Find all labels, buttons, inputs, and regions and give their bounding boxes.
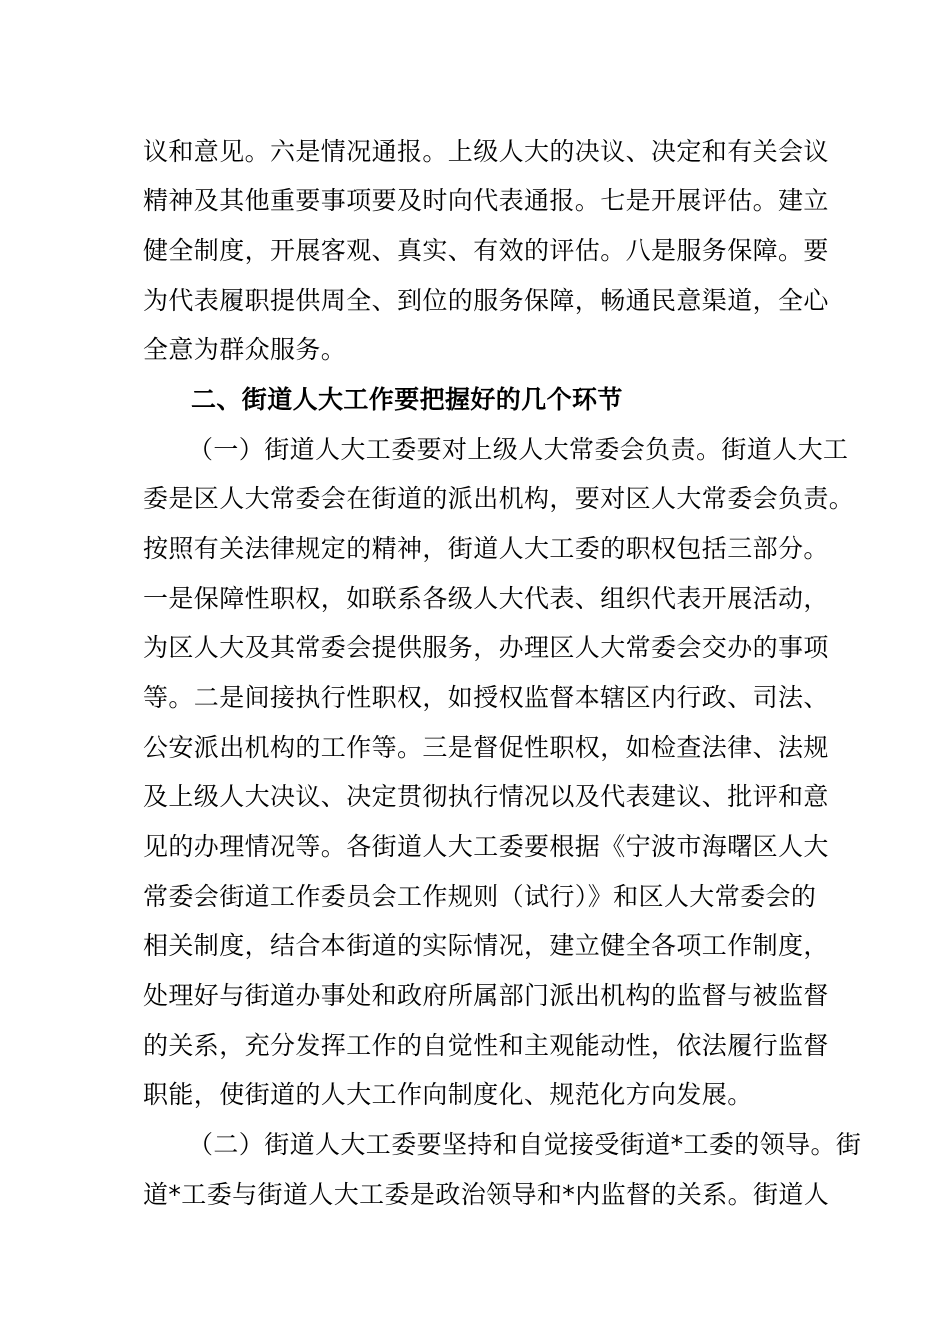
body-text-line: 为代表履职提供周全、到位的服务保障，畅通民意渠道，全心: [143, 286, 829, 315]
body-text-line: 及上级人大决议、决定贯彻执行情况以及代表建议、批评和意: [143, 782, 829, 811]
body-text-line: 一是保障性职权，如联系各级人大代表、组织代表开展活动，: [143, 584, 829, 613]
paragraph-first-line: （二）街道人大工委要坚持和自觉接受街道*工委的领导。街: [188, 1130, 862, 1159]
body-text-line: 议和意见。六是情况通报。上级人大的决议、决定和有关会议: [143, 137, 829, 166]
body-text-line: 的关系，充分发挥工作的自觉性和主观能动性，依法履行监督: [143, 1031, 829, 1060]
body-text-line: 按照有关法律规定的精神，街道人大工委的职权包括三部分。: [143, 534, 829, 563]
paragraph-first-line: （一）街道人大工委要对上级人大常委会负责。街道人大工: [188, 435, 849, 464]
body-text-line: 相关制度，结合本街道的实际情况，建立健全各项工作制度，: [143, 931, 829, 960]
body-text-line: 等。二是间接执行性职权，如授权监督本辖区内行政、司法、: [143, 683, 829, 712]
body-text-line: 全意为群众服务。: [143, 335, 347, 364]
body-text-line: 公安派出机构的工作等。三是督促性职权，如检查法律、法规: [143, 733, 829, 762]
body-text-line: 为区人大及其常委会提供服务，办理区人大常委会交办的事项: [143, 633, 829, 662]
body-text-line: 委是区人大常委会在街道的派出机构，要对区人大常委会负责。: [143, 484, 855, 513]
body-text-line: 处理好与街道办事处和政府所属部门派出机构的监督与被监督: [143, 981, 829, 1010]
body-text-line: 精神及其他重要事项要及时向代表通报。七是开展评估。建立: [143, 186, 829, 215]
body-text-line: 见的办理情况等。各街道人大工委要根据《宁波市海曙区人大: [143, 832, 829, 861]
body-text-line: 职能，使街道的人大工作向制度化、规范化方向发展。: [143, 1080, 753, 1109]
body-text-line: 道*工委与街道人大工委是政治领导和*内监督的关系。街道人: [143, 1180, 830, 1209]
body-text-line: 常委会街道工作委员会工作规则（试行）》和区人大常委会的: [143, 882, 817, 911]
body-text-line: 健全制度，开展客观、真实、有效的评估。八是服务保障。要: [143, 236, 829, 265]
section-heading: 二、街道人大工作要把握好的几个环节: [191, 385, 623, 414]
